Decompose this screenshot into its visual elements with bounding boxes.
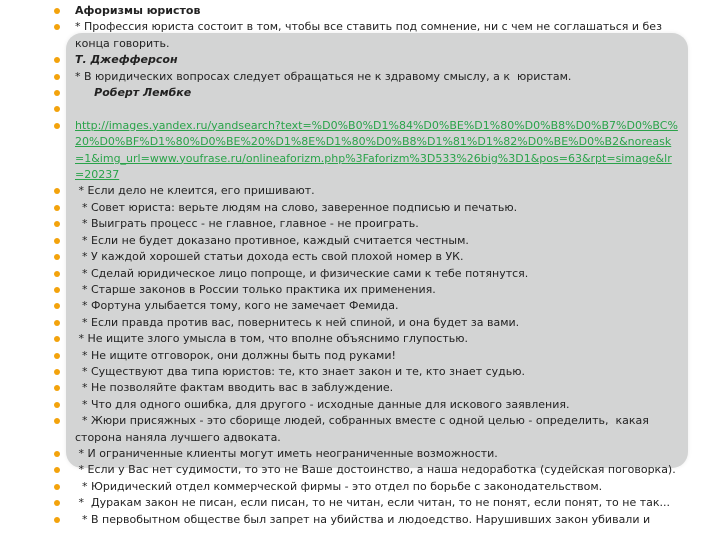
bullet-icon <box>54 467 60 473</box>
list-item-text: * Не ищите злого умысла в том, что вполне объяснимо глупостью. <box>75 332 468 346</box>
list-item <box>0 101 720 117</box>
list-item <box>0 233 720 249</box>
bullet-icon <box>54 369 60 375</box>
bullet-icon <box>54 517 60 523</box>
list-item <box>0 282 720 298</box>
bullet-icon <box>54 451 60 457</box>
list-item-text: * Не ищите отговорок, они должны быть под руками! <box>75 348 396 362</box>
list-item <box>0 183 720 199</box>
bullet-icon <box>54 90 60 96</box>
list-item <box>0 397 720 413</box>
bullet-icon <box>54 353 60 359</box>
list-item <box>0 364 720 380</box>
list-item <box>0 512 720 528</box>
bullet-icon <box>54 74 60 80</box>
list-item <box>0 348 720 364</box>
list-item <box>0 69 720 85</box>
list-item-text: * Если не будет доказано противное, каждый считается честным. <box>75 233 469 247</box>
list-item <box>0 331 720 347</box>
list-item-text: * Дуракам закон не писан, если писан, то не читан, если читан, то не понят, если понят, то не так... <box>75 496 670 510</box>
list-item <box>0 266 720 282</box>
list-item <box>0 380 720 396</box>
list-item-text: * Старше законов в России только практика их применения. <box>75 282 436 296</box>
bullet-icon <box>54 385 60 391</box>
bullet-icon <box>54 287 60 293</box>
source-link[interactable]: http://images.yandex.ru/yandsearch?text=%D0%B0%D1%84%D0%BE%D1%80%D0%B8%D0%B7%D0%BC%20%D0%BF%D1%80%D0%BE%20%D1%8E%D1%80%D0%B8%D1%81%D1%82%D0%BE%D0%B2&noreask=1&img_url=www.youfrase.ru/onlineaforizm.php%3Faforizm%3D533%26big%3D1&pos=63&rpt=simage&lr=20237 <box>75 118 678 182</box>
bullet-icon <box>54 24 60 30</box>
list-item-text: * Что для одного ошибка, для другого - исходные данные для искового заявления. <box>75 397 570 411</box>
list-item-text: * Юридический отдел коммерческой фирмы - это отдел по борьбе с законодательством. <box>75 479 603 493</box>
list-item-text: * В юридических вопросах следует обращаться не к здравому смыслу, а к юристам. <box>75 69 572 83</box>
bullet-icon <box>54 500 60 506</box>
bullet-icon <box>54 205 60 211</box>
list-item <box>0 3 720 19</box>
list-item-text: * Существуют два типа юристов: те, кто знает закон и те, кто знает судью. <box>75 364 526 378</box>
bullet-icon <box>54 238 60 244</box>
list-item-text: * Если у Вас нет судимости, то это не Ваше достоинство, а наша недоработка (судейская поговорка). <box>75 463 676 477</box>
list-item <box>0 479 720 495</box>
list-item-text <box>75 102 79 115</box>
bullet-icon <box>54 57 60 63</box>
bullet-icon <box>54 303 60 309</box>
list-item-text: Роберт Лембке <box>75 86 192 100</box>
bullet-icon <box>54 221 60 227</box>
bullet-icon <box>54 123 60 129</box>
list-item <box>0 52 720 68</box>
bullet-icon <box>54 8 60 14</box>
list-item <box>0 200 720 216</box>
bullet-icon <box>54 418 60 424</box>
bullet-icon <box>54 336 60 342</box>
list-item-text: Афоризмы юристов <box>75 4 201 17</box>
list-item-text: * Если правда против вас, повернитесь к ней спиной, и она будет за вами. <box>75 315 520 329</box>
bullet-icon <box>54 254 60 260</box>
bullet-icon <box>54 188 60 194</box>
list-item-text: * Выиграть процесс - не главное, главное - не проиграть. <box>75 217 419 231</box>
list-item <box>0 462 720 478</box>
list-item-text: * У каждой хорошей статьи дохода есть свой плохой номер в УК. <box>75 250 464 264</box>
list-item-text: * Сделай юридическое лицо попроще, и физические сами к тебе потянутся. <box>75 266 529 280</box>
list-item[interactable] <box>0 118 720 184</box>
list-item <box>0 315 720 331</box>
list-item <box>0 249 720 265</box>
list-item <box>0 85 720 101</box>
bullet-icon <box>54 402 60 408</box>
list-item <box>0 413 720 446</box>
list-item-text: * Профессия юриста состоит в том, чтобы все ставить под сомнение, ни с чем не соглашаться и без конца говорить. <box>75 20 666 50</box>
bullet-icon <box>54 271 60 277</box>
list-item-text: * Если дело не клеится, его пришивают. <box>75 184 315 198</box>
list-item-text: Т. Джефферсон <box>75 53 178 67</box>
bullet-icon <box>54 106 60 112</box>
list-item <box>0 446 720 462</box>
list-item-text: * Фортуна улыбается тому, кого не замечает Фемида. <box>75 299 399 313</box>
list-item-text: * Совет юриста: верьте людям на слово, заверенное подписью и печатью. <box>75 200 518 214</box>
list-item-text: * И ограниченные клиенты могут иметь неограниченные возможности. <box>75 446 498 460</box>
list-item <box>0 216 720 232</box>
bullet-icon <box>54 320 60 326</box>
list-item <box>0 495 720 511</box>
list-item-text: * В первобытном обществе был запрет на убийства и людоедство. Нарушивших закон убивали и <box>75 512 651 526</box>
list-item-text: * Жюри присяжных - это сборище людей, собранных вместе с одной целью - определить, какая сторона наняла лучшего адвоката. <box>75 414 653 444</box>
list-item-text: * Не позволяйте фактам вводить вас в заблуждение. <box>75 381 394 395</box>
list-item <box>0 298 720 314</box>
bullet-icon <box>54 484 60 490</box>
list-item <box>0 19 720 52</box>
